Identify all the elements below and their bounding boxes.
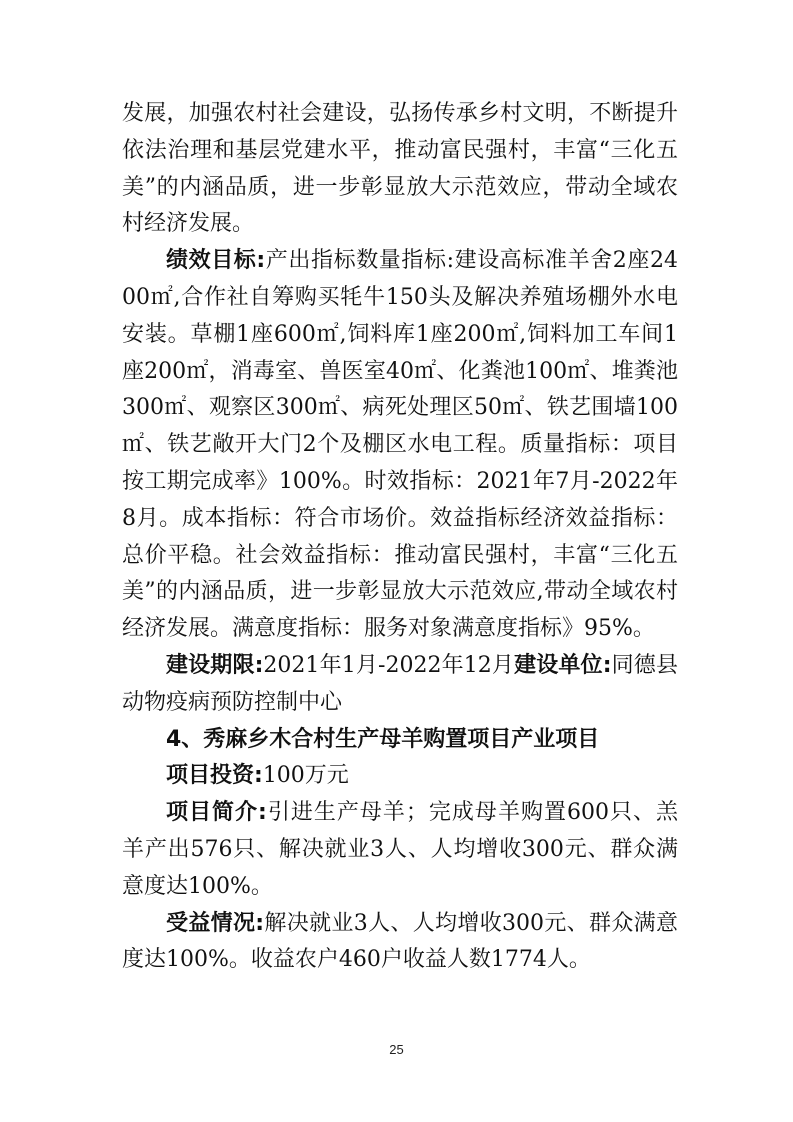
performance-goals-text: 产出指标数量指标:建设高标准羊舍2座2400㎡,合作社自筹购买牦牛150头及解决养殖场棚外水电安装。草棚1座600㎡,饲料库1座200㎡,饲料加工车间1座200㎡，消毒室、兽医室40㎡、化粪池100㎡、堆粪池300㎡、观察区300㎡、病死处理区50㎡、铁艺围墙100㎡、铁艺敞开大门2个及棚区水电工程。质量指标：项目按工期完成率》100%。时效指标：2021年7月-2022年8月。成本指标：符合市场价。效益指标经济效益指标：总价平稳。社会效益指标：推动富民强村，丰富“三化五美”的内涵品质，进一步彰显放大示范效应,带动全域农村经济发展。满意度指标：服务对象满意度指标》95%。 [122,248,678,642]
paragraph-benefits [122,906,678,980]
page-number: 25 [389,1042,404,1057]
paragraph-investment [122,758,678,795]
construction-period-text: 2021年1月-2022年12月 [263,652,515,678]
paragraph-performance-goals [122,243,678,648]
performance-goals-label: 绩效目标: [166,248,266,274]
construction-unit-label: 建设单位: [514,652,612,678]
benefits-text: 解决就业3人、人均增收300元、群众满意度达100%。收益农户460户收益人数1774人。 [122,910,678,973]
introduction-label: 项目简介: [166,800,267,826]
investment-label: 项目投资: [166,763,263,789]
construction-unit-text: 同德县动物疫病预防控制中心 [122,652,678,715]
construction-period-label: 建设期限: [166,652,264,678]
paragraph-introduction [122,795,678,905]
page-content [122,96,678,979]
investment-text: 100万元 [262,763,349,789]
section-heading: 4、秀麻乡木合村生产母羊购置项目产业项目 [166,726,600,752]
introduction-text: 引进生产母羊；完成母羊购置600只、羔羊产出576只、解决就业3人、人均增收300元、群众满意度达100%。 [122,800,678,899]
paragraph-construction-period [122,648,678,722]
paragraph-background: 发展，加强农村社会建设，弘扬传承乡村文明，不断提升依法治理和基层党建水平，推动富民强村，丰富“三化五美”的内涵品质，进一步彰显放大示范效应，带动全域农村经济发展。 [122,101,678,237]
benefits-label: 受益情况: [166,910,265,936]
